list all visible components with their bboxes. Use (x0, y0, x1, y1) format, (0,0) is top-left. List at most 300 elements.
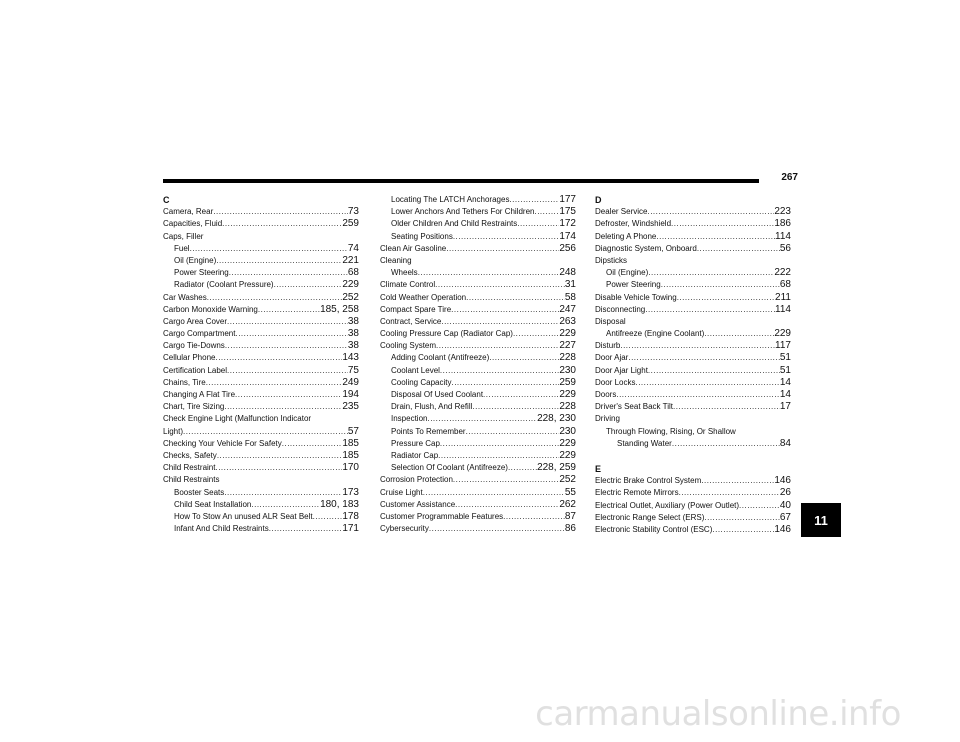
dot-leader (513, 328, 559, 340)
entry-page: 68 (347, 267, 359, 279)
index-entry (163, 352, 359, 364)
entry-label: Contract, Service (380, 316, 442, 326)
entry-label: Certification Label (163, 365, 228, 375)
index-heading: Check Engine Light (Malfunction Indicator (163, 414, 312, 424)
entry-label: Carbon Monoxide Warning (163, 304, 258, 314)
entry-page: 229 (559, 449, 576, 461)
index-entry (595, 524, 791, 536)
dot-leader (190, 243, 348, 255)
dot-leader (508, 462, 537, 474)
entry-page: 170 (342, 462, 359, 474)
dot-leader (697, 243, 780, 255)
entry-label: Clean Air Gasoline (380, 243, 447, 253)
dot-leader (215, 352, 342, 364)
index-heading: Dipsticks (595, 255, 628, 265)
dot-leader (269, 523, 343, 535)
entry-page: 172 (559, 218, 576, 230)
index-entry (380, 474, 576, 486)
dot-leader (423, 487, 565, 499)
dot-leader (517, 218, 559, 230)
entry-label: Electrical Outlet, Auxiliary (Power Outlet) (595, 500, 740, 510)
entry-page: 177 (559, 194, 576, 205)
index-entry (380, 450, 576, 462)
entry-page: 223 (774, 206, 791, 218)
dot-leader (661, 279, 780, 291)
index-entry (380, 316, 576, 328)
entry-label: Disturb (595, 341, 621, 351)
entry-page: 68 (779, 279, 791, 291)
entry-label: Child Seat Installation (174, 499, 252, 509)
dot-leader (620, 340, 775, 352)
dot-leader (673, 401, 780, 413)
dot-leader (648, 365, 780, 377)
entry-page: 143 (342, 352, 359, 364)
dot-leader (534, 206, 559, 218)
entry-page: 180, 183 (320, 498, 359, 510)
dot-leader (509, 194, 559, 206)
entry-label: Cooling System (380, 341, 437, 351)
dot-leader (628, 352, 780, 364)
page-number: 267 (781, 172, 798, 183)
index-entry (595, 304, 791, 316)
entry-page: 229 (559, 437, 576, 449)
entry-label: Customer Assistance (380, 499, 456, 509)
index-heading: Through Flowing, Rising, Or Shallow (606, 426, 736, 436)
entry-page: 249 (342, 376, 359, 388)
dot-leader (206, 377, 343, 389)
dot-leader (451, 304, 559, 316)
dot-leader (216, 255, 342, 267)
entry-page: 14 (779, 376, 791, 388)
entry-label: Cargo Tie-Downs (163, 341, 225, 351)
dot-leader (701, 475, 774, 487)
index-entry (163, 340, 359, 352)
entry-page: 221 (342, 254, 359, 266)
dot-leader (217, 450, 343, 462)
entry-page: 262 (559, 498, 576, 510)
index-entry (380, 401, 576, 413)
dot-leader (440, 365, 559, 377)
dot-leader (225, 340, 348, 352)
dot-leader (435, 279, 565, 291)
entry-page: 73 (347, 206, 359, 218)
dot-leader (672, 438, 780, 450)
index-entry (163, 292, 359, 304)
dot-leader (656, 231, 775, 243)
entry-label: Adding Coolant (Antifreeze) (391, 353, 490, 363)
entry-page: 228, 230 (537, 413, 576, 425)
dot-leader (440, 438, 559, 450)
entry-label: Diagnostic System, Onboard (595, 243, 697, 253)
dot-leader (635, 377, 779, 389)
index-entry (163, 304, 359, 316)
entry-label: Antifreeze (Engine Coolant) (606, 329, 705, 339)
entry-label: Inspection (391, 414, 428, 424)
entry-label: Selection Of Coolant (Antifreeze) (391, 463, 508, 473)
index-entry (163, 499, 359, 511)
index-entry (595, 218, 791, 230)
dot-leader (466, 292, 565, 304)
dot-leader (704, 328, 774, 340)
index-entry (595, 206, 791, 218)
index-entry (163, 401, 359, 413)
entry-label: Points To Remember (391, 426, 466, 436)
entry-label: Light) (163, 426, 184, 436)
entry-label: Electronic Range Select (ERS) (595, 512, 705, 522)
dot-leader (489, 352, 559, 364)
entry-page: 31 (564, 279, 576, 291)
entry-page: 228 (559, 401, 576, 413)
dot-leader (648, 267, 774, 279)
entry-page: 38 (347, 315, 359, 327)
index-entry (163, 511, 359, 523)
entry-label: Infant And Child Restraints (174, 524, 269, 534)
entry-label: Seating Positions (391, 231, 453, 241)
index-entry (380, 523, 576, 535)
index-entry (380, 413, 576, 425)
dot-leader (427, 413, 537, 425)
index-entry (595, 292, 791, 304)
dot-leader (645, 304, 775, 316)
index-entry (595, 500, 791, 512)
index-entry (163, 365, 359, 377)
dot-leader (227, 316, 348, 328)
dot-leader (679, 487, 780, 499)
entry-label: Checking Your Vehicle For Safety (163, 438, 282, 448)
entry-page: 74 (347, 242, 359, 254)
index-entry (380, 352, 576, 364)
entry-page: 186 (774, 218, 791, 230)
index-entry (595, 267, 791, 279)
entry-page: 51 (779, 364, 791, 376)
dot-leader (503, 511, 565, 523)
index-entry (163, 426, 359, 438)
dot-leader (274, 279, 343, 291)
entry-page: 56 (779, 242, 791, 254)
dot-leader (472, 401, 559, 413)
index-column-2 (380, 194, 576, 535)
entry-label: Cellular Phone (163, 353, 216, 363)
index-entry (595, 487, 791, 499)
entry-label: Disposal Of Used Coolant (391, 390, 484, 399)
entry-label: Dealer Service (595, 207, 648, 217)
entry-label: Chart, Tire Sizing (163, 402, 225, 412)
index-entry (595, 475, 791, 487)
index-entry (380, 365, 576, 377)
index-entry (380, 194, 576, 206)
dot-leader (446, 243, 559, 255)
entry-label: Disconnecting (595, 304, 646, 314)
entry-page: 235 (342, 401, 359, 413)
entry-page: 228, 259 (537, 462, 576, 474)
entry-label: Cooling Pressure Cap (Radiator Cap) (380, 329, 513, 339)
index-entry (380, 231, 576, 243)
entry-page: 185 (342, 449, 359, 461)
entry-page: 171 (342, 523, 359, 535)
dot-leader (215, 462, 342, 474)
entry-label: Older Children And Child Restraints (391, 219, 518, 229)
dot-leader (441, 316, 559, 328)
entry-label: Climate Control (380, 280, 436, 290)
dot-leader (466, 426, 560, 438)
entry-label: Deleting A Phone (595, 231, 657, 241)
dot-leader (483, 389, 559, 401)
dot-leader (251, 499, 320, 511)
index-entry (595, 279, 791, 291)
index-entry (595, 377, 791, 389)
entry-label: Cargo Compartment (163, 329, 236, 339)
entry-label: Standing Water (617, 438, 672, 448)
index-entry (595, 340, 791, 352)
index-entry (380, 438, 576, 450)
index-entry (380, 511, 576, 523)
entry-label: Radiator (Coolant Pressure) (174, 280, 274, 290)
index-entry (163, 487, 359, 499)
entry-label: Pressure Cap (391, 438, 440, 448)
entry-label: Power Steering (606, 280, 661, 290)
section-gap (595, 450, 791, 463)
entry-label: Capacities, Fluid (163, 219, 223, 229)
index-entry (163, 267, 359, 279)
entry-label: Lower Anchors And Tethers For Children (391, 207, 535, 217)
index-entry (163, 243, 359, 255)
entry-page: 14 (779, 389, 791, 400)
entry-page: 252 (559, 474, 576, 486)
section-tab: 11 (801, 503, 841, 537)
index-entry (380, 426, 576, 438)
dot-leader (229, 267, 348, 279)
entry-page: 247 (559, 303, 576, 315)
index-heading: Caps, Filler (163, 231, 204, 241)
index-entry (163, 462, 359, 474)
entry-label: Cooling Capacity (391, 377, 452, 387)
entry-page: 256 (559, 242, 576, 254)
entry-page: 75 (347, 364, 359, 376)
index-entry (595, 512, 791, 524)
entry-label: Electronic Stability Control (ESC) (595, 524, 713, 534)
index-entry (163, 328, 359, 340)
header-rule (163, 179, 759, 183)
section-letter: C (163, 195, 170, 205)
dot-leader (418, 267, 560, 279)
entry-page: 38 (347, 340, 359, 352)
index-heading: Disposal (595, 316, 626, 326)
entry-page: 67 (779, 511, 791, 523)
entry-page: 185 (342, 437, 359, 449)
dot-leader (227, 365, 348, 377)
dot-leader (224, 401, 342, 413)
entry-page: 58 (564, 291, 576, 303)
index-entry (163, 206, 359, 218)
index-entry (595, 438, 791, 450)
dot-leader (451, 377, 559, 389)
entry-page: 230 (559, 425, 576, 437)
entry-page: 57 (347, 425, 359, 437)
index-entry (163, 523, 359, 535)
dot-leader (224, 487, 342, 499)
index-column-1 (163, 194, 359, 535)
index-entry (380, 377, 576, 389)
entry-page: 174 (559, 230, 576, 242)
index-entry (595, 401, 791, 413)
entry-label: Cruise Light (380, 487, 423, 497)
dot-leader (677, 292, 775, 304)
index-entry (380, 328, 576, 340)
entry-label: Booster Seats (174, 487, 225, 497)
entry-page: 38 (347, 328, 359, 340)
entry-page: 229 (342, 279, 359, 291)
entry-label: How To Stow An unused ALR Seat Belt (174, 511, 313, 521)
entry-page: 252 (342, 291, 359, 303)
dot-leader (438, 450, 559, 462)
entry-page: 194 (342, 389, 359, 400)
entry-page: 175 (559, 206, 576, 218)
entry-page: 259 (559, 376, 576, 388)
entry-label: Electric Remote Mirrors (595, 488, 679, 498)
entry-label: Driver's Seat Back Tilt (595, 402, 673, 412)
dot-leader (712, 524, 774, 536)
entry-page: 178 (342, 510, 359, 522)
dot-leader (222, 218, 342, 230)
index-entry (163, 255, 359, 267)
entry-page: 248 (559, 267, 576, 279)
entry-label: Oil (Engine) (174, 255, 217, 265)
entry-page: 227 (559, 340, 576, 352)
index-entry (380, 292, 576, 304)
index-entry (595, 328, 791, 340)
entry-page: 263 (559, 315, 576, 327)
entry-page: 114 (775, 303, 791, 315)
index-entry (163, 218, 359, 230)
entry-page: 17 (779, 401, 791, 413)
dot-leader (282, 438, 343, 450)
entry-page: 86 (564, 523, 576, 535)
entry-page: 228 (559, 352, 576, 364)
dot-leader (235, 389, 342, 401)
entry-label: Electric Brake Control System (595, 476, 702, 486)
index-entry (163, 450, 359, 462)
dot-leader (313, 511, 343, 523)
index-heading: Cleaning (380, 255, 412, 265)
entry-label: Wheels (391, 268, 418, 278)
dot-leader (183, 426, 348, 438)
index-entry (380, 389, 576, 401)
index-entry (380, 462, 576, 474)
entry-page: 222 (774, 267, 791, 279)
entry-page: 259 (342, 218, 359, 230)
index-entry (163, 438, 359, 450)
index-entry (595, 352, 791, 364)
entry-label: Checks, Safety (163, 450, 217, 460)
dot-leader (453, 474, 559, 486)
dot-leader (258, 304, 320, 316)
entry-label: Chains, Tire (163, 377, 206, 387)
index-heading: Driving (595, 414, 620, 424)
index-entry (380, 304, 576, 316)
entry-label: Compact Spare Tire (380, 304, 452, 314)
dot-leader (739, 500, 780, 512)
entry-page: 84 (779, 437, 791, 449)
entry-page: 173 (342, 486, 359, 498)
entry-page: 146 (774, 523, 791, 535)
dot-leader (429, 523, 565, 535)
entry-label: Power Steering (174, 268, 229, 278)
index-entry (163, 279, 359, 291)
index-entry (380, 279, 576, 291)
entry-label: Corrosion Protection (380, 475, 453, 485)
entry-page: 229 (559, 328, 576, 340)
index-entry (595, 231, 791, 243)
index-entry (163, 316, 359, 328)
entry-page: 117 (775, 340, 791, 352)
entry-label: Cargo Area Cover (163, 316, 228, 326)
entry-label: Customer Programmable Features (380, 511, 504, 521)
index-entry (380, 206, 576, 218)
watermark: carmanualsonline.info (535, 694, 901, 734)
index-entry (380, 243, 576, 255)
dot-leader (436, 340, 559, 352)
entry-page: 229 (559, 389, 576, 400)
entry-label: Coolant Level (391, 365, 440, 375)
entry-label: Cybersecurity (380, 524, 429, 534)
dot-leader (213, 206, 348, 218)
entry-page: 229 (774, 328, 791, 340)
entry-page: 114 (775, 230, 791, 242)
dot-leader (455, 499, 559, 511)
index-entry (595, 389, 791, 401)
entry-page: 146 (774, 475, 791, 487)
entry-label: Door Ajar Light (595, 365, 648, 375)
index-entry (595, 243, 791, 255)
dot-leader (671, 218, 774, 230)
index-heading: Child Restraints (163, 475, 220, 485)
entry-label: Camera, Rear (163, 207, 214, 217)
entry-label: Car Washes (163, 292, 207, 302)
entry-label: Door Ajar (595, 353, 629, 363)
index-column-3 (595, 194, 791, 536)
index-entry (163, 377, 359, 389)
entry-label: Locating The LATCH Anchorages (391, 195, 510, 204)
entry-label: Door Locks (595, 377, 636, 387)
entry-page: 40 (779, 499, 791, 511)
entry-label: Child Restraint (163, 463, 216, 473)
entry-label: Changing A Flat Tire (163, 390, 236, 399)
entry-page: 55 (564, 486, 576, 498)
dot-leader (704, 512, 779, 524)
entry-page: 185, 258 (320, 303, 359, 315)
entry-label: Oil (Engine) (606, 268, 649, 278)
entry-label: Defroster, Windshield (595, 219, 672, 229)
entry-page: 51 (779, 352, 791, 364)
entry-label: Drain, Flush, And Refill (391, 402, 473, 412)
dot-leader (647, 206, 774, 218)
entry-label: Radiator Cap (391, 450, 439, 460)
dot-leader (616, 389, 780, 401)
entry-label: Disable Vehicle Towing (595, 292, 677, 302)
entry-label: Doors (595, 390, 617, 399)
entry-page: 87 (564, 510, 576, 522)
index-entry (595, 365, 791, 377)
entry-page: 230 (559, 364, 576, 376)
index-entry (380, 218, 576, 230)
entry-page: 26 (779, 487, 791, 499)
index-entry (380, 267, 576, 279)
entry-label: Cold Weather Operation (380, 292, 467, 302)
entry-page: 211 (775, 291, 791, 303)
section-letter: D (595, 195, 602, 205)
dot-leader (207, 292, 343, 304)
dot-leader (235, 328, 347, 340)
